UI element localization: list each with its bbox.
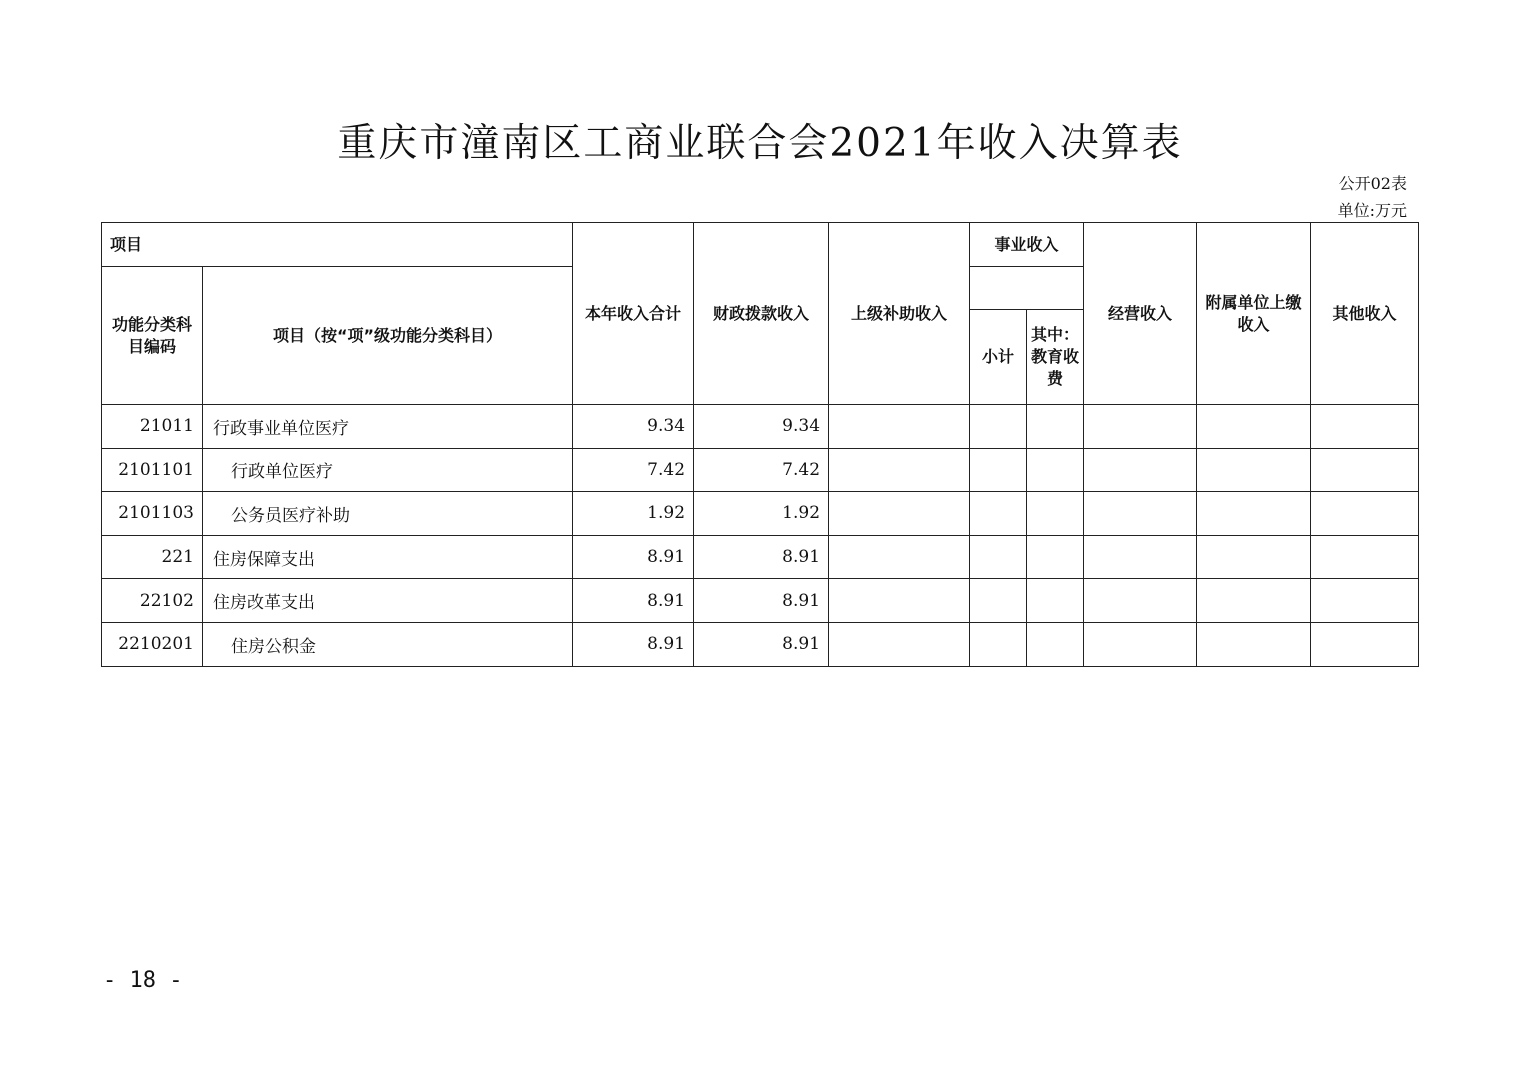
row-operating [1084,492,1197,536]
row-subtotal [970,535,1027,579]
row-other [1311,622,1419,666]
row-other [1311,579,1419,623]
header-business-group: 事业收入 [970,223,1084,267]
row-code: 2210201 [102,622,203,666]
row-affiliated [1197,448,1311,492]
row-subtotal [970,492,1027,536]
row-superior [829,405,970,449]
row-fiscal: 9.34 [694,405,829,449]
row-subtotal [970,405,1027,449]
row-subtotal [970,622,1027,666]
row-code: 2101101 [102,448,203,492]
header-education: 其中：教育收费 [1027,310,1084,405]
header-operating: 经营收入 [1084,223,1197,405]
row-operating [1084,579,1197,623]
row-name: 行政事业单位医疗 [203,405,573,449]
form-number: 公开02表 [1338,174,1407,193]
row-affiliated [1197,535,1311,579]
unit-label: 单位:万元 [1337,201,1407,220]
row-name: 住房保障支出 [203,535,573,579]
header-project-group: 项目 [102,223,573,267]
header-superior: 上级补助收入 [829,223,970,405]
row-name: 住房公积金 [203,622,573,666]
row-total: 8.91 [573,535,694,579]
row-superior [829,535,970,579]
document-title: 重庆市潼南区工商业联合会2021年收入决算表 [337,121,1183,166]
header-other: 其他收入 [1311,223,1419,405]
page-number: - 18 - [103,968,183,993]
row-superior [829,448,970,492]
row-superior [829,622,970,666]
row-education [1027,492,1084,536]
row-fiscal: 7.42 [694,448,829,492]
row-other [1311,492,1419,536]
row-affiliated [1197,492,1311,536]
row-operating [1084,405,1197,449]
header-affiliated: 附属单位上缴收入 [1197,223,1311,405]
row-name: 行政单位医疗 [203,448,573,492]
header-name: 项目（按“项”级功能分类科目） [203,267,573,405]
table-row [102,622,1419,666]
row-code: 2101103 [102,492,203,536]
row-total: 8.91 [573,579,694,623]
row-code: 21011 [102,405,203,449]
row-superior [829,492,970,536]
table-row [102,579,1419,623]
row-other [1311,535,1419,579]
table-row [102,492,1419,536]
header-business-spacer [970,267,1084,310]
header-total: 本年收入合计 [573,223,694,405]
row-total: 7.42 [573,448,694,492]
row-fiscal: 8.91 [694,622,829,666]
row-operating [1084,622,1197,666]
row-education [1027,622,1084,666]
table-row [102,535,1419,579]
row-education [1027,405,1084,449]
table-row [102,448,1419,492]
row-operating [1084,535,1197,579]
row-name: 公务员医疗补助 [203,492,573,536]
row-fiscal: 1.92 [694,492,829,536]
row-fiscal: 8.91 [694,579,829,623]
row-education [1027,535,1084,579]
row-code: 221 [102,535,203,579]
row-subtotal [970,448,1027,492]
row-affiliated [1197,579,1311,623]
row-subtotal [970,579,1027,623]
row-total: 1.92 [573,492,694,536]
header-subtotal: 小计 [970,310,1027,405]
row-affiliated [1197,405,1311,449]
row-education [1027,448,1084,492]
row-name: 住房改革支出 [203,579,573,623]
row-total: 9.34 [573,405,694,449]
table-row [102,405,1419,449]
row-other [1311,448,1419,492]
row-other [1311,405,1419,449]
row-education [1027,579,1084,623]
row-code: 22102 [102,579,203,623]
row-total: 8.91 [573,622,694,666]
row-fiscal: 8.91 [694,535,829,579]
income-table [101,222,1419,667]
row-affiliated [1197,622,1311,666]
row-operating [1084,448,1197,492]
row-superior [829,579,970,623]
header-code: 功能分类科目编码 [102,267,203,405]
header-fiscal: 财政拨款收入 [694,223,829,405]
